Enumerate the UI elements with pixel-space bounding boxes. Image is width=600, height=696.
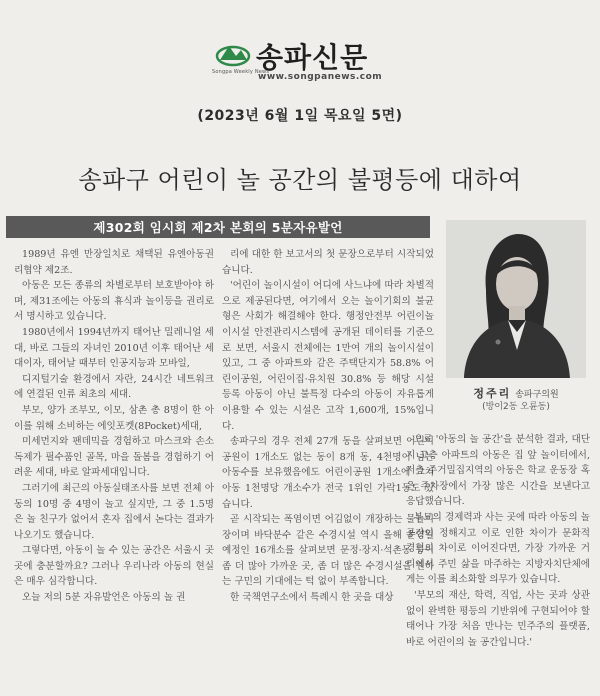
author-portrait-image	[446, 220, 586, 378]
masthead	[0, 36, 600, 86]
article-headline: 송파구 어린이 놀 공간의 불평등에 대하여	[78, 166, 522, 194]
newspaper-url: www.songpanews.com	[258, 72, 383, 82]
newspaper-logo-icon	[214, 38, 252, 68]
author-role: 송파구의원	[515, 390, 559, 400]
article-column-2	[222, 247, 434, 606]
article-paragraph: '부모의 재산, 학력, 직업, 사는 곳과 상관없이 완벽한 평등의 기반위에 구현되어야 할 태어나 가장 처음 만나는 민주주의 플랫폼, 바로 어린이의 놀 공간입니다.'	[406, 589, 590, 648]
section-banner: 제302회 임시회 제2차 본회의 5분자유발언	[6, 216, 430, 238]
article-paragraph: 한 국책연구소에서 특례시 한 곳을 대상	[230, 592, 394, 604]
article-paragraph: 부모의 경제력과 사는 곳에 따라 아동의 놀 공간이 정해지고 이로 인한 차이가 문화적 경험의 차이로 이어진다면, 가장 가까운 거리에서 주민 삶을 마주하는 지방자치단체에게는 이를 최소화할 의무가 있습니다.	[406, 511, 590, 586]
article-paragraph: '어린이 놀이시설이 어디에 사느냐에 따라 차별적으로 제공된다면, 여기에서 오는 놀이기회의 불균형은 사회가 해결해야 한다. 행정안전부 어린이놀이시설 안전관리시스템에 공개된 데이터를 기준으로 보면, 서울시 전체에는 1만여 개의 놀이시설이 있고, 그 중 아파트와 같은 주택단지가 58.8% 어린이공원, 어린이집·유치원 30.8% 등 해당 시설 등록 아동이 아닌 불특정 다수의 아동이 자유롭게 이용할 수 있는 시설은 고작 1,600개, 15%입니다.	[222, 280, 434, 432]
article-paragraph: 곧 시작되는 폭염이면 어김없이 개장하는 물놀이장이며 바닥분수 같은 수경시설 역시 올해 운영될 예정인 16개소를 살펴보면 문정·장지·석촌동 등이 좀 더 많아 가까운 곳, 좀 더 많은 수경시설을 원하는 구민의 기대에는 턱 없이 부족합니다.	[222, 514, 434, 588]
article-paragraph: 그렇다면, 아동이 놀 수 있는 공간은 서울시 곳곳에 충분할까요? 그러나 우리나라 아동의 현실은 매우 심각합니다.	[14, 545, 214, 588]
article-paragraph: 미세먼지와 팬데믹을 경험하고 마스크와 손소독제가 필수품인 골목, 마을 돌봄을 경험하기 어려운 세대, 바로 알파세대입니다.	[14, 436, 214, 479]
logo-subtitle: Songpa Weekly News	[212, 69, 270, 75]
article-paragraph: 그러기에 최근의 아동실태조사를 보면 전체 아동의 10명 중 4명이 놀고 싶지만, 그 중 1.5명은 놀 친구가 없어서 혼자 집에서 논다는 결과가 나오기도 했습니다.	[14, 482, 214, 541]
author-photo	[446, 220, 586, 378]
article-paragraph: 송파구의 경우 전체 27개 동을 살펴보면 어린이공원이 1개소도 없는 동이 8개 동, 4천명이 넘는 아동수를 보유했음에도 어린이공원 1개소에 그쳐 아동 1천명당 개소수가 전국 1위인 가락1동도 있습니다.	[222, 436, 434, 510]
author-district: (방이2동 오륜동)	[482, 402, 550, 412]
article-paragraph: 1989년 유엔 만장일치로 채택된 유엔아동권리협약 제2조.	[14, 249, 214, 276]
article-column-3	[406, 432, 590, 650]
publication-dateline: (2023년 6월 1일 목요일 5면)	[197, 108, 403, 124]
article-paragraph: 리에 대한 한 보고서의 첫 문장으로부터 시작되었습니다.	[222, 249, 434, 276]
article-paragraph: 1980년에서 1994년까지 태어난 밀레니얼 세대, 바로 그들의 자녀인 2010년 이후 태어난 세대이자, 태어날 때부터 인공지능과 모바일,	[14, 326, 214, 370]
article-column-1	[14, 247, 214, 606]
author-caption	[446, 382, 586, 413]
newspaper-name: 송파신문	[256, 41, 369, 74]
author-name: 정주리	[473, 387, 512, 400]
article-paragraph: 디지털기술 환경에서 자란, 24시간 네트워크에 연결된 인류 최초의 세대.	[14, 373, 214, 401]
article-paragraph: 부모, 양가 조부모, 이모, 삼촌 총 8명이 한 아이를 위해 소비하는 에잇포켓(8Pocket)세대,	[14, 404, 214, 432]
article-paragraph: 아동은 모든 종류의 차별로부터 보호받아야 하며, 제31조에는 아동의 휴식과 놀이등을 권리로서 명시하고 있습니다.	[14, 280, 214, 323]
article-paragraph: 으로 '아동의 놀 공간'을 분석한 결과, 대단지 고층 아파트의 아동은 집 앞 놀이터에서, 저층 주거밀집지역의 아동은 학교 운동장 혹은 주차장에서 가장 많은 시간을 보낸다고 응답했습니다.	[406, 434, 590, 508]
article-paragraph: 오늘 저의 5분 자유발언은 아동의 놀 권	[22, 592, 186, 604]
